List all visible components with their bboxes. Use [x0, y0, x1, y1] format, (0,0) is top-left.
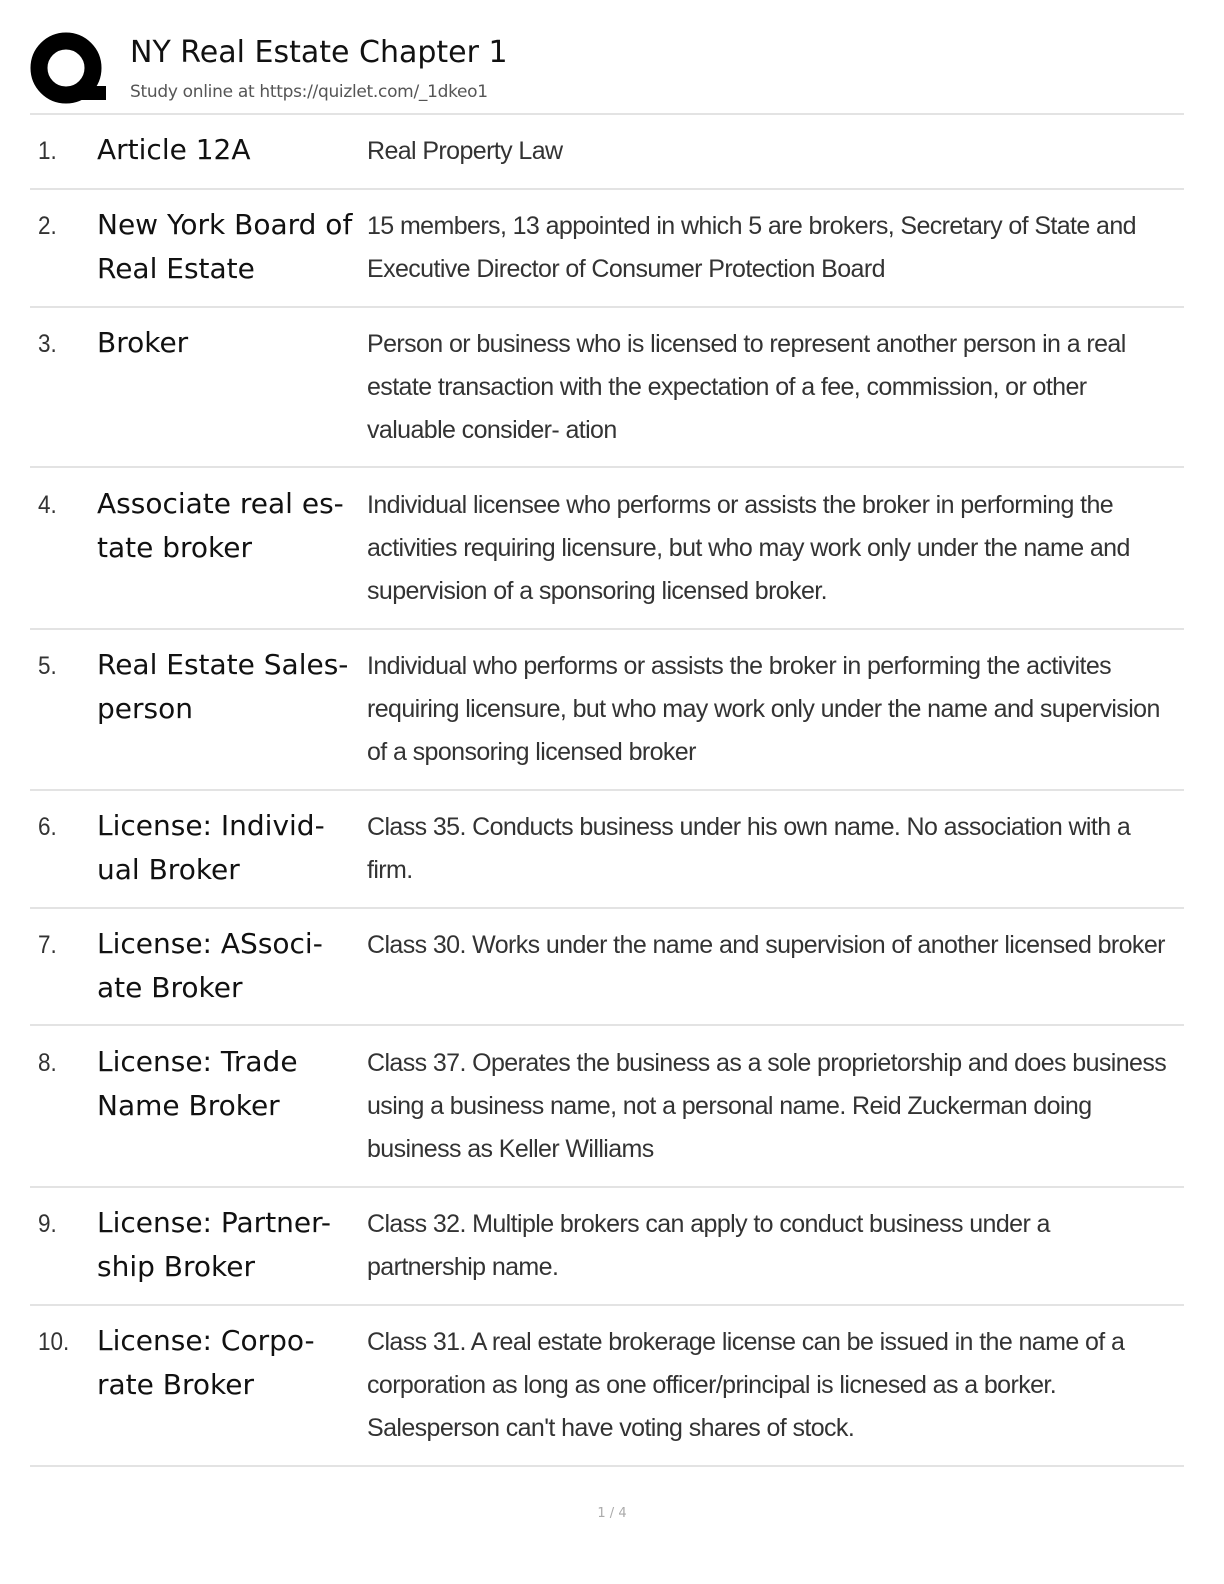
- card-number: 7.: [38, 931, 57, 959]
- card-number: 10.: [38, 1328, 70, 1356]
- card-definition: 15 members, 13 appointed in which 5 are brokers, Secretary of State and Executive Director of Consumer Protection Board: [367, 212, 1136, 283]
- card-number: 6.: [38, 813, 57, 841]
- divider: [30, 306, 1184, 308]
- divider: [30, 1024, 1184, 1026]
- card-term: Broker: [97, 326, 189, 359]
- card-term: Real Estate Sales- person: [97, 648, 349, 725]
- card-number: 2.: [38, 212, 57, 240]
- card-definition: Individual licensee who performs or assists the broker in performing the activities requiring licensure, but who may work only under the name and supervision of a sponsoring licensed broker.: [367, 491, 1130, 605]
- divider: [30, 1304, 1184, 1306]
- page-header: [30, 28, 1184, 112]
- card-number: 9.: [38, 1210, 57, 1238]
- card-number: 5.: [38, 652, 57, 680]
- card-definition: Person or business who is licensed to represent another person in a real estate transaction with the expectation of a fee, commission, or other valuable consider- ation: [367, 330, 1126, 444]
- divider: [30, 188, 1184, 190]
- divider: [30, 789, 1184, 791]
- divider: [30, 907, 1184, 909]
- card-definition: Class 35. Conducts business under his own name. No association with a firm.: [367, 813, 1131, 884]
- card-number: 3.: [38, 330, 57, 358]
- card-definition: Individual who performs or assists the broker in performing the activites requiring licensure, but who may work only under the name and supervision of a sponsoring licensed broker: [367, 652, 1160, 766]
- card-number: 1.: [38, 137, 57, 165]
- card-term: License: ASsoci- ate Broker: [97, 927, 323, 1004]
- card-term: License: Trade Name Broker: [97, 1045, 298, 1122]
- card-definition: Real Property Law: [367, 137, 563, 165]
- study-link[interactable]: Study online at https://quizlet.com/_1dkeo1: [130, 82, 488, 102]
- card-term: Associate real es- tate broker: [97, 487, 344, 564]
- card-definition: Class 31. A real estate brokerage license can be issued in the name of a corporation as long as one officer/principal is licnesed as a borker. Salesperson can't have voting shares of stock.: [367, 1328, 1125, 1442]
- page-number: 1 / 4: [597, 1506, 627, 1521]
- divider: [30, 466, 1184, 468]
- divider: [30, 628, 1184, 630]
- divider: [30, 1465, 1184, 1467]
- quizlet-logo-icon: [30, 30, 110, 110]
- page-title: NY Real Estate Chapter 1: [130, 35, 508, 70]
- card-definition: Class 32. Multiple brokers can apply to conduct business under a partnership name.: [367, 1210, 1050, 1281]
- card-term: License: Individ- ual Broker: [97, 809, 325, 886]
- card-definition: Class 37. Operates the business as a sole proprietorship and does business using a business name, not a personal name. Reid Zuckerman doing business as Keller Williams: [367, 1049, 1167, 1163]
- card-term: License: Corpo- rate Broker: [97, 1324, 315, 1401]
- divider: [30, 1186, 1184, 1188]
- card-term: New York Board of Real Estate: [97, 208, 353, 285]
- card-term: License: Partner- ship Broker: [97, 1206, 331, 1283]
- card-number: 8.: [38, 1049, 57, 1077]
- card-number: 4.: [38, 491, 57, 519]
- card-term: Article 12A: [97, 133, 251, 166]
- card-definition: Class 30. Works under the name and supervision of another licensed broker: [367, 931, 1165, 959]
- divider: [30, 113, 1184, 115]
